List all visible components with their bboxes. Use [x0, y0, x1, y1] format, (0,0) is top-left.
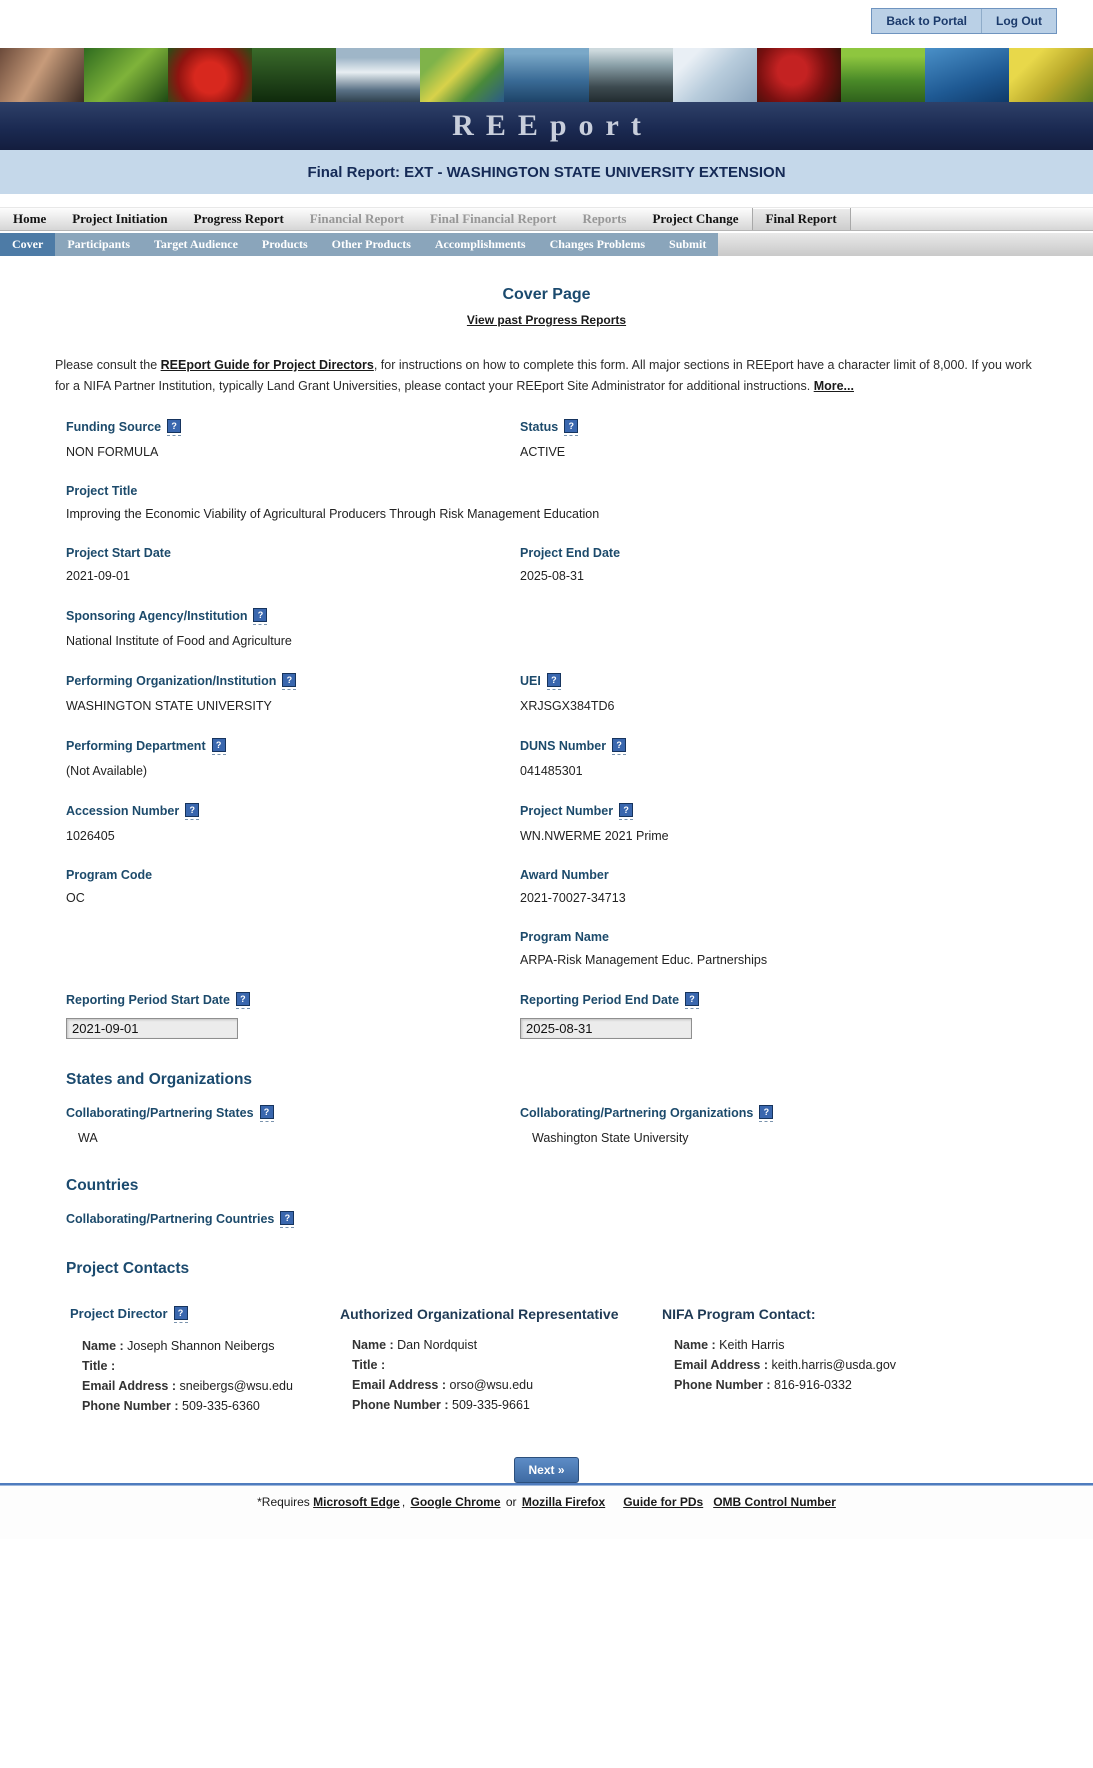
- nav-progress-report[interactable]: Progress Report: [193, 211, 284, 226]
- sub-nav: [0, 233, 1093, 256]
- contact-row: [340, 1358, 662, 1372]
- past-reports-link-wrap: [55, 311, 1038, 329]
- field-uei: [520, 673, 1038, 713]
- field-award-number: [520, 868, 1038, 905]
- banner-photo-collage: [0, 48, 1093, 102]
- contact-row: [70, 1359, 340, 1373]
- contact-email-value: orso@wsu.edu: [449, 1378, 534, 1392]
- footer-requires-text: *Requires: [257, 1495, 314, 1510]
- accession-number-label-row: [66, 803, 520, 820]
- field-performing-dept: [66, 738, 520, 778]
- reeport-logo: REEport: [452, 109, 653, 142]
- funding-source-label-row: [66, 419, 520, 436]
- contact-card-nifa: [662, 1306, 1038, 1419]
- row-states-orgs: [66, 1105, 1038, 1145]
- contact-title-label: Title :: [82, 1359, 115, 1373]
- sub-nav-items: [0, 233, 718, 256]
- banner-photo-blue-lake: [504, 48, 588, 102]
- project-number-label-row: [520, 803, 1038, 820]
- program-code-value: OC: [66, 891, 85, 905]
- reporting-end-label-row: [520, 992, 1038, 1009]
- field-status: [520, 419, 1038, 459]
- help-icon[interactable]: [185, 803, 199, 820]
- row-performing-org-uei: [66, 673, 1038, 713]
- status-label: Status: [520, 419, 559, 434]
- nav-project-initiation[interactable]: Project Initiation: [72, 211, 168, 226]
- contact-row: [340, 1338, 662, 1352]
- contact-row: [70, 1339, 340, 1353]
- field-accession-number: [66, 803, 520, 843]
- sponsoring-agency-value: National Institute of Food and Agriculture: [66, 634, 292, 648]
- field-partnering-countries: [66, 1211, 1038, 1228]
- next-button-wrap: [55, 1457, 1038, 1483]
- google-chrome-link[interactable]: Google Chrome: [410, 1495, 501, 1510]
- nifa-contact-title: NIFA Program Contact:: [662, 1306, 816, 1322]
- microsoft-edge-link[interactable]: Microsoft Edge: [313, 1495, 400, 1510]
- award-number-label: Award Number: [520, 868, 609, 882]
- uei-label: UEI: [520, 673, 541, 688]
- countries-fields: [55, 1211, 1038, 1228]
- banner-photo-crop-field: [841, 48, 925, 102]
- field-reporting-period-end: [520, 992, 1038, 1039]
- project-contacts-heading: Project Contacts: [66, 1260, 190, 1277]
- duns-label-row: [520, 738, 1038, 755]
- sponsoring-agency-label-row: [66, 608, 1038, 625]
- field-funding-source: [66, 419, 520, 459]
- row-accession-projectnum: [66, 803, 1038, 843]
- help-icon[interactable]: [253, 608, 267, 625]
- help-icon[interactable]: [212, 738, 226, 755]
- field-program-name: [520, 930, 1038, 967]
- footer: [0, 1486, 1093, 1539]
- banner-photo-forest-stream: [252, 48, 336, 102]
- next-button[interactable]: Next »: [514, 1457, 578, 1483]
- contact-phone-value: 509-335-6360: [182, 1399, 260, 1414]
- status-value: ACTIVE: [520, 445, 566, 459]
- performing-dept-label: Performing Department: [66, 738, 206, 753]
- intro-pre-text: Please consult the: [55, 358, 161, 372]
- program-name-value: ARPA-Risk Management Educ. Partnerships: [520, 953, 768, 967]
- partnering-orgs-label: Collaborating/Partnering Organizations: [520, 1105, 754, 1120]
- countries-heading: Countries: [66, 1177, 139, 1194]
- help-icon[interactable]: [280, 1211, 294, 1228]
- project-end-date-label: Project End Date: [520, 546, 621, 560]
- contact-title-label: Title :: [352, 1358, 385, 1372]
- banner-photo-red-berries: [757, 48, 841, 102]
- contact-card-aor: [340, 1306, 662, 1419]
- row-project-title: [66, 484, 1038, 521]
- field-partnering-orgs: [520, 1105, 1038, 1145]
- help-icon[interactable]: [174, 1306, 188, 1323]
- more-link[interactable]: More...: [813, 379, 854, 393]
- performing-dept-label-row: [66, 738, 520, 755]
- contact-row: [70, 1399, 340, 1413]
- tab-participants[interactable]: Participants: [67, 237, 130, 251]
- contact-row: [70, 1379, 340, 1393]
- help-icon[interactable]: [685, 992, 699, 1009]
- row-countries: [66, 1211, 1038, 1228]
- row-programcode-award: [66, 868, 1038, 905]
- states-orgs-fields: [55, 1105, 1038, 1145]
- accession-number-value: 1026405: [66, 829, 115, 843]
- guide-for-pds-link[interactable]: Guide for PDs: [623, 1495, 704, 1510]
- contact-row: [662, 1378, 1038, 1392]
- tab-accomplishments[interactable]: Accomplishments: [434, 237, 526, 251]
- funding-source-value: NON FORMULA: [66, 445, 159, 459]
- accession-number-label: Accession Number: [66, 803, 180, 818]
- row-program-name: [66, 930, 1038, 967]
- nav-project-change[interactable]: Project Change: [652, 211, 739, 226]
- field-sponsoring-agency: [66, 608, 1038, 648]
- performing-org-label: Performing Organization/Institution: [66, 673, 277, 688]
- reporting-period-end-input[interactable]: [520, 1018, 692, 1039]
- sponsoring-agency-label: Sponsoring Agency/Institution: [66, 608, 248, 623]
- partnering-orgs-value: Washington State University: [532, 1131, 689, 1145]
- nav-final-financial-report: Final Financial Report: [430, 211, 557, 226]
- help-icon[interactable]: [282, 673, 296, 690]
- report-title: Final Report: EXT - WASHINGTON STATE UNIVERSITY EXTENSION: [307, 163, 786, 181]
- uei-label-row: [520, 673, 1038, 690]
- tab-cover[interactable]: Cover: [0, 233, 55, 256]
- help-icon[interactable]: [260, 1105, 274, 1122]
- reeport-guide-link[interactable]: REEport Guide for Project Directors: [160, 358, 374, 372]
- tab-target-audience[interactable]: Target Audience: [154, 237, 238, 251]
- tab-products[interactable]: Products: [261, 237, 308, 251]
- duns-label: DUNS Number: [520, 738, 607, 753]
- project-end-date-value: 2025-08-31: [520, 569, 584, 583]
- partnering-countries-label-row: [66, 1211, 1038, 1228]
- contact-row: [662, 1358, 1038, 1372]
- nav-reports: Reports: [582, 211, 627, 226]
- partnering-states-value: WA: [78, 1131, 98, 1145]
- nav-home[interactable]: Home: [13, 211, 47, 226]
- banner-photo-water-ripples: [925, 48, 1009, 102]
- contact-phone-label: Phone Number :: [82, 1399, 182, 1413]
- partnering-states-label-row: [66, 1105, 520, 1122]
- nav-financial-report: Financial Report: [309, 211, 405, 226]
- contact-name-value: Joseph Shannon Neibergs: [127, 1339, 275, 1354]
- contact-name-value: Keith Harris: [719, 1338, 785, 1352]
- partnering-orgs-label-row: [520, 1105, 1038, 1122]
- report-title-bar: [0, 150, 1093, 194]
- contact-email-label: Email Address :: [82, 1379, 180, 1393]
- row-sponsoring-agency: [66, 608, 1038, 648]
- banner-photo-researcher-portrait: [0, 48, 84, 102]
- contact-name-label: Name :: [674, 1338, 719, 1352]
- banner-photo-mountain-peaks: [336, 48, 420, 102]
- program-code-label: Program Code: [66, 868, 153, 882]
- reporting-end-label: Reporting Period End Date: [520, 992, 680, 1007]
- cover-page-content: [0, 256, 1093, 1483]
- project-director-title-row: [70, 1306, 340, 1323]
- back-to-portal-button[interactable]: Back to Portal: [872, 9, 981, 33]
- uei-value: XRJSGX384TD6: [520, 699, 615, 713]
- main-nav: [0, 207, 1093, 231]
- project-start-date-label: Project Start Date: [66, 546, 171, 560]
- contact-email-label: Email Address :: [674, 1358, 772, 1372]
- performing-dept-value: (Not Available): [66, 764, 148, 778]
- award-number-value: 2021-70027-34713: [520, 891, 626, 905]
- view-past-progress-reports-link[interactable]: View past Progress Reports: [466, 313, 627, 327]
- contact-name-label: Name :: [82, 1339, 127, 1353]
- project-director-title: Project Director: [70, 1306, 168, 1321]
- banner-photo-red-poinsettia: [168, 48, 252, 102]
- aor-title: Authorized Organizational Representative: [340, 1306, 619, 1322]
- field-performing-org: [66, 673, 520, 713]
- contact-row: [340, 1398, 662, 1412]
- performing-org-value: WASHINGTON STATE UNIVERSITY: [66, 699, 272, 713]
- reporting-start-label: Reporting Period Start Date: [66, 992, 230, 1007]
- partnering-states-label: Collaborating/Partnering States: [66, 1105, 254, 1120]
- footer-comma: ,: [401, 1495, 409, 1510]
- banner-photo-lab-scientist: [673, 48, 757, 102]
- tab-submit[interactable]: Submit: [669, 237, 707, 251]
- contact-phone-label: Phone Number :: [674, 1378, 774, 1392]
- intro-post-text: , for instructions on how to complete this form. All major sections in REEport have a character limit of 8,000. If you work for a NIFA Partner Institution, typically Land Grant Universities, please contact your REEport Site Administrator for additional instructions.: [55, 358, 1032, 393]
- row-project-dates: [66, 546, 1038, 583]
- page-title: Cover Page: [502, 286, 591, 303]
- omb-control-number-link[interactable]: OMB Control Number: [713, 1495, 836, 1510]
- project-number-value: WN.NWERME 2021 Prime: [520, 829, 669, 843]
- contact-email-value: sneibergs@wsu.edu: [179, 1379, 293, 1394]
- tab-other-products[interactable]: Other Products: [331, 237, 411, 251]
- funding-source-label: Funding Source: [66, 419, 162, 434]
- intro-paragraph: [55, 355, 1038, 397]
- project-start-date-value: 2021-09-01: [66, 569, 130, 583]
- project-contacts: [70, 1306, 1038, 1419]
- field-partnering-states: [66, 1105, 520, 1145]
- performing-org-label-row: [66, 673, 520, 690]
- reporting-start-label-row: [66, 992, 520, 1009]
- banner-photo-green-jay-bird: [420, 48, 504, 102]
- mozilla-firefox-link[interactable]: Mozilla Firefox: [521, 1495, 606, 1510]
- help-icon[interactable]: [547, 673, 561, 690]
- empty-cell: [66, 930, 520, 967]
- reporting-period-start-input[interactable]: [66, 1018, 238, 1039]
- program-name-label: Program Name: [520, 930, 609, 944]
- row-dept-duns: [66, 738, 1038, 778]
- tab-changes-problems[interactable]: Changes Problems: [549, 237, 646, 251]
- help-icon[interactable]: [612, 738, 626, 755]
- field-project-number: [520, 803, 1038, 843]
- project-title-value: Improving the Economic Viability of Agricultural Producers Through Risk Management Education: [66, 507, 600, 521]
- project-number-label: Project Number: [520, 803, 614, 818]
- partnering-countries-label: Collaborating/Partnering Countries: [66, 1211, 275, 1226]
- top-bar: [0, 0, 1093, 48]
- help-icon[interactable]: [167, 419, 181, 436]
- contact-phone-value: 816-916-0332: [774, 1378, 852, 1392]
- duns-value: 041485301: [520, 764, 583, 778]
- help-icon[interactable]: [564, 419, 578, 436]
- contact-card-project-director: [70, 1306, 340, 1419]
- contact-phone-value: 509-335-9661: [452, 1398, 530, 1412]
- states-orgs-heading: States and Organizations: [66, 1071, 253, 1088]
- row-reporting-period: [66, 992, 1038, 1039]
- contact-email-value: keith.harris@usda.gov: [771, 1358, 897, 1372]
- status-label-row: [520, 419, 1038, 436]
- field-program-code: [66, 868, 520, 905]
- field-duns: [520, 738, 1038, 778]
- contact-row: [662, 1338, 1038, 1352]
- banner-photo-green-leaves: [84, 48, 168, 102]
- contact-name-label: Name :: [352, 1338, 397, 1352]
- field-project-title: [66, 484, 1038, 521]
- contact-row: [340, 1378, 662, 1392]
- portal-button-group: [871, 8, 1057, 34]
- field-project-end-date: [520, 546, 1038, 583]
- help-icon[interactable]: [619, 803, 633, 820]
- log-out-button[interactable]: Log Out: [981, 9, 1056, 33]
- help-icon[interactable]: [759, 1105, 773, 1122]
- contact-phone-label: Phone Number :: [352, 1398, 452, 1412]
- help-icon[interactable]: [236, 992, 250, 1009]
- row-funding-status: [66, 419, 1038, 459]
- project-title-label: Project Title: [66, 484, 138, 498]
- banner-photo-waterfall: [589, 48, 673, 102]
- contact-email-label: Email Address :: [352, 1378, 450, 1392]
- reeport-banner: [0, 102, 1093, 150]
- field-reporting-period-start: [66, 992, 520, 1039]
- nav-final-report[interactable]: Final Report: [752, 208, 851, 230]
- cover-fields: [55, 419, 1038, 1039]
- banner-photo-corn: [1009, 48, 1093, 102]
- contact-name-value: Dan Nordquist: [397, 1338, 478, 1352]
- field-project-start-date: [66, 546, 520, 583]
- footer-or: or: [502, 1495, 520, 1510]
